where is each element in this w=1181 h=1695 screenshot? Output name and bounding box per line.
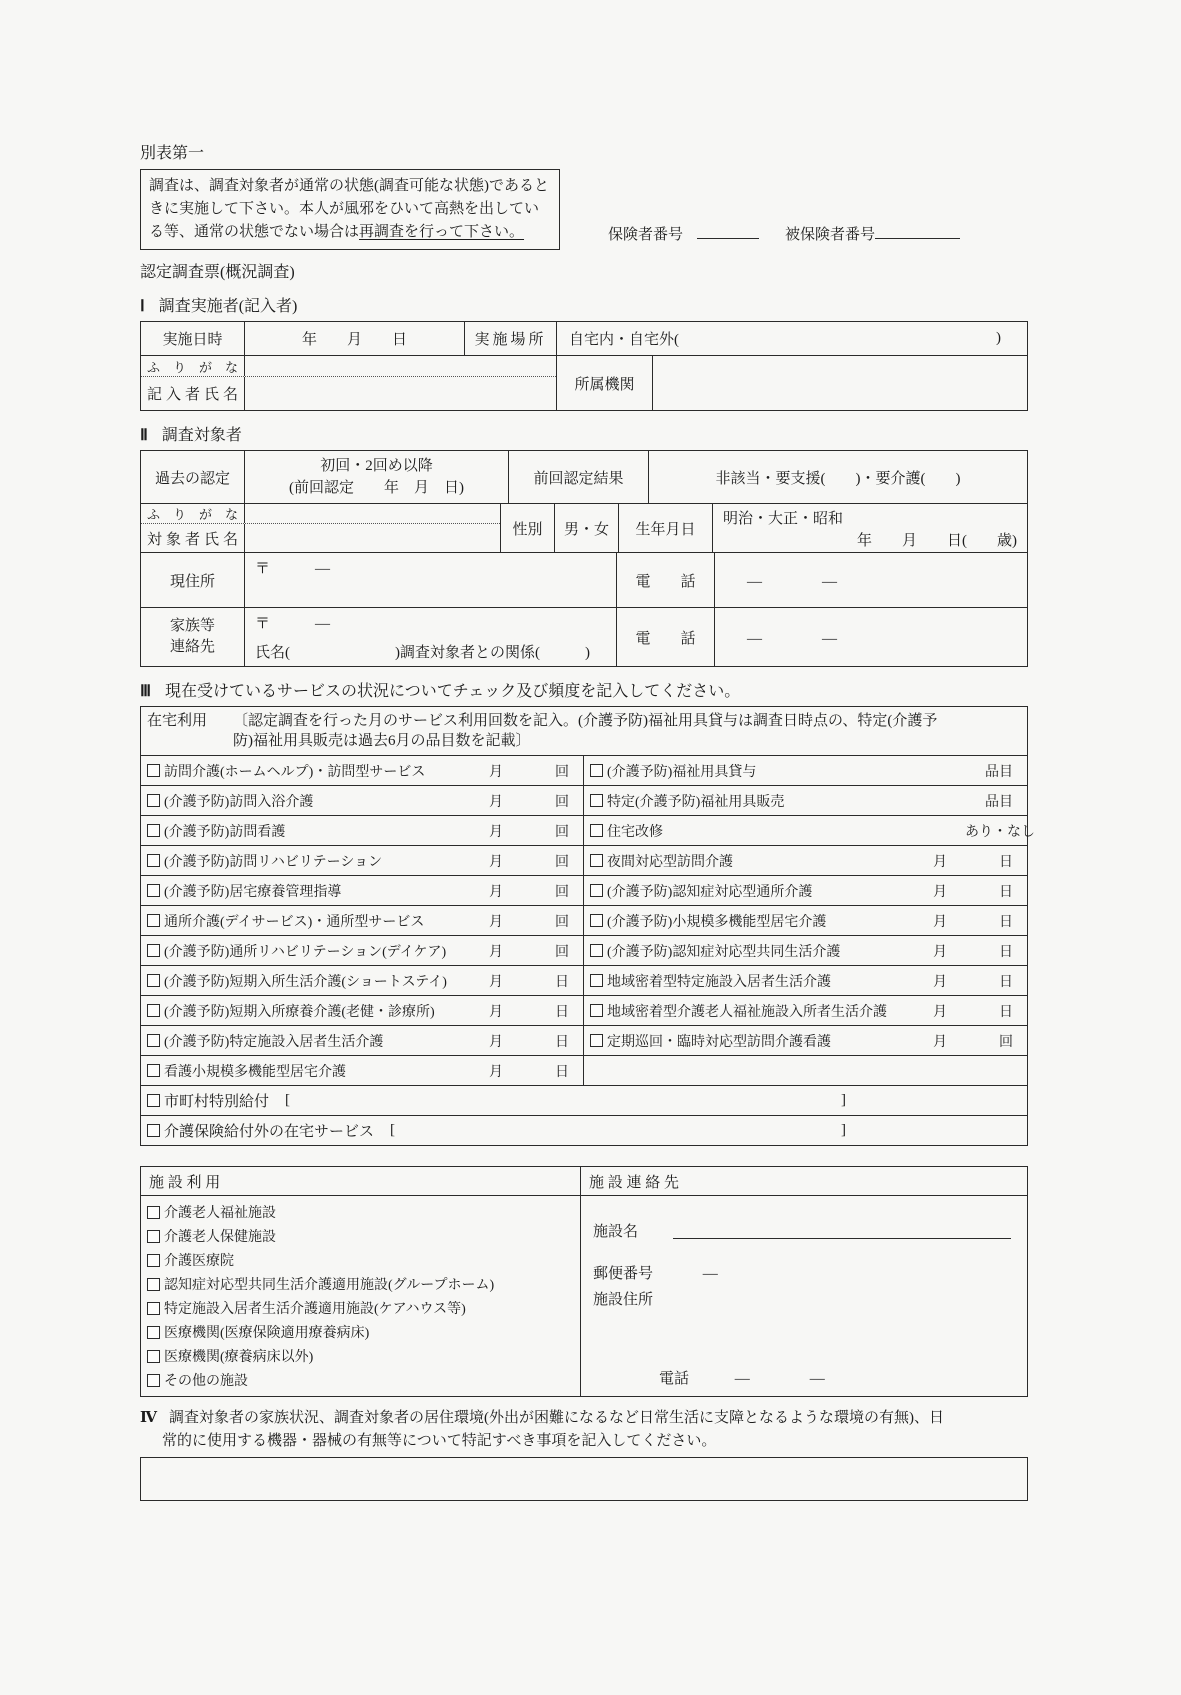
service-row [584, 906, 1027, 936]
service-month-label[interactable]: 月 [489, 794, 503, 810]
birthdate-field[interactable] [713, 504, 1027, 552]
service-unit-label[interactable]: 回 [555, 764, 569, 780]
facility-item [147, 1272, 574, 1296]
service-label: (介護予防)福祉用具貸与 [607, 764, 757, 780]
service-row [141, 936, 583, 966]
service-label: 訪問介護(ホームヘルプ)・訪問型サービス [164, 764, 426, 780]
facility-label: 特定施設入居者生活介護適用施設(ケアハウス等) [164, 1302, 466, 1317]
service-label: (介護予防)通所リハビリテーション(デイケア) [164, 944, 447, 960]
service-unit-label[interactable]: 品目 [985, 794, 1013, 810]
bracket-close: ] [841, 1092, 846, 1108]
family-phone-field[interactable]: — — [747, 630, 838, 647]
service-checkbox[interactable] [147, 1094, 160, 1107]
family-contact-name-line: 氏名( )調査対象者との関係( ) [255, 645, 590, 661]
service-label: 夜間対応型訪問介護 [607, 854, 733, 870]
facility-phone-field[interactable]: — — [734, 1371, 825, 1387]
service-month-label[interactable]: 月 [489, 1004, 503, 1020]
facility-label: その他の施設 [164, 1374, 248, 1389]
service-checkbox[interactable] [147, 764, 160, 777]
service-label: (介護予防)認知症対応型通所介護 [607, 884, 813, 900]
service-unit-label[interactable]: 回 [555, 854, 569, 870]
section-2-title: 調査対象者 [161, 427, 242, 444]
service-unit-label[interactable]: 日 [999, 854, 1013, 870]
facility-phone-label: 電話 [659, 1371, 690, 1387]
home-use-note-line1: 〔認定調査を行った月のサービス利用回数を記入。(介護予防)福祉用具貸与は調査日時点の、特定(介護予 [233, 713, 938, 729]
service-checkbox[interactable] [147, 914, 160, 927]
service-month-label[interactable]: 月 [933, 854, 947, 870]
service-checkbox[interactable] [590, 914, 603, 927]
service-label: 地域密着型介護老人福祉施設入所者生活介護 [607, 1004, 887, 1020]
facility-item [147, 1368, 574, 1392]
home-service-right-column [584, 756, 1035, 1086]
service-label: 通所介護(デイサービス)・通所型サービス [164, 914, 425, 930]
birth-era-options: 明治・大正・昭和 [723, 511, 844, 527]
service-unit-label[interactable]: 日 [555, 1004, 569, 1020]
facility-label: 介護老人保健施設 [164, 1230, 276, 1245]
service-unit-label[interactable]: 回 [555, 824, 569, 840]
section-3-title: 現在受けているサービスの状況についてチェック及び頻度を記入してください。 [165, 683, 741, 700]
service-unit-label[interactable]: 回 [555, 944, 569, 960]
facility-item [147, 1248, 574, 1272]
form-title: 認定調査票(概況調査) [140, 264, 295, 281]
section-1-number: Ⅰ [140, 298, 145, 315]
home-use-label: 在宅利用 [147, 713, 208, 729]
service-unit-label[interactable]: 品目 [985, 764, 1013, 780]
service-row [584, 876, 1027, 906]
service-row [141, 876, 583, 906]
facility-label: 介護医療院 [164, 1254, 234, 1269]
subject-name-field[interactable] [245, 524, 500, 552]
service-checkbox[interactable] [590, 824, 603, 837]
past-certification-field[interactable] [245, 451, 509, 503]
notice-underlined-text: 再調査を行って下さい。 [359, 224, 525, 240]
section-4-title-line2: 常的に使用する機器・器械の有無等について特記すべき事項を記入してください。 [162, 1433, 717, 1449]
facility-checkbox[interactable] [147, 1350, 160, 1363]
service-checkbox[interactable] [590, 884, 603, 897]
bracket-close: ] [841, 1122, 846, 1138]
survey-place-field[interactable] [557, 322, 1027, 355]
service-month-label[interactable]: 月 [489, 824, 503, 840]
section-2-number: Ⅱ [140, 427, 148, 444]
service-month-label[interactable]: 月 [489, 944, 503, 960]
bracket-open: [ [285, 1092, 291, 1108]
home-use-note [233, 711, 937, 751]
home-use-note-line2: 防)福祉用具販売は過去6月の品目数を記載〕 [233, 733, 531, 749]
service-unit-label[interactable]: 日 [999, 974, 1013, 990]
service-row [584, 786, 1027, 816]
organization-field[interactable] [653, 356, 1027, 410]
service-unit-label[interactable]: 日 [999, 914, 1013, 930]
service-row [141, 1056, 583, 1086]
facility-checkbox[interactable] [147, 1206, 160, 1219]
past-certification-line2: (前回認定 年 月 日) [289, 480, 464, 496]
service-checkbox[interactable] [147, 824, 160, 837]
service-row [141, 966, 583, 996]
furigana-field[interactable] [245, 356, 556, 376]
service-month-label[interactable]: 月 [933, 914, 947, 930]
service-label: 特定(介護予防)福祉用具販売 [607, 794, 785, 810]
facility-name-label: 施設名 [593, 1224, 639, 1240]
facility-label: 介護老人福祉施設 [164, 1206, 276, 1221]
service-checkbox[interactable] [147, 1034, 160, 1047]
service-month-label[interactable]: 月 [933, 884, 947, 900]
bracket-open: [ [390, 1122, 396, 1138]
service-unit-label[interactable]: 日 [999, 1004, 1013, 1020]
service-month-label[interactable]: 月 [489, 914, 503, 930]
survey-place-value: 自宅内・自宅外( [569, 332, 679, 348]
home-service-header [141, 707, 1027, 756]
section-4-number: Ⅳ [140, 1410, 158, 1426]
home-service-table [140, 706, 1035, 1146]
service-month-label[interactable]: 月 [489, 974, 503, 990]
facility-checkbox[interactable] [147, 1278, 160, 1291]
facility-checkbox[interactable] [147, 1374, 160, 1387]
insured-number-field[interactable] [875, 224, 960, 239]
subject-name-label: 対象者氏名 [141, 524, 245, 552]
facility-checkbox[interactable] [147, 1302, 160, 1315]
past-certification-line1: 初回・2回め以降 [320, 458, 433, 474]
subject-table [140, 450, 1028, 667]
facility-contact-panel [581, 1196, 1027, 1396]
survey-notice [140, 169, 560, 250]
family-contact-field[interactable] [245, 608, 617, 666]
survey-date-field[interactable]: 年 月 日 [245, 322, 465, 355]
facility-item [147, 1296, 574, 1320]
sex-field[interactable]: 男・女 [555, 504, 619, 552]
service-checkbox[interactable] [590, 794, 603, 807]
service-checkbox[interactable] [590, 1034, 603, 1047]
section-3-heading [140, 678, 1028, 701]
service-label: 看護小規模多機能型居宅介護 [164, 1064, 346, 1080]
facility-postal-field[interactable]: — [702, 1266, 718, 1282]
service-unit-label[interactable]: 回 [999, 1034, 1013, 1050]
current-address-field[interactable] [245, 553, 617, 607]
service-label: (介護予防)訪問入浴介護 [164, 794, 314, 810]
service-label: (介護予防)居宅療養管理指導 [164, 884, 342, 900]
service-row [141, 816, 583, 846]
service-label: 介護保険給付外の在宅サービス [164, 1124, 375, 1140]
service-checkbox[interactable] [147, 794, 160, 807]
service-label: 定期巡回・臨時対応型訪問介護看護 [607, 1034, 831, 1050]
section-4-heading [140, 1407, 1028, 1453]
service-label: (介護予防)特定施設入居者生活介護 [164, 1034, 384, 1050]
service-row [584, 816, 1035, 846]
facility-item [147, 1224, 574, 1248]
service-checkbox[interactable] [147, 854, 160, 867]
facility-address-label: 施設住所 [593, 1292, 654, 1308]
insurer-number-label: 保険者番号 [608, 227, 684, 243]
service-row [584, 966, 1027, 996]
service-unit-label[interactable]: 日 [555, 1034, 569, 1050]
service-label: (介護予防)訪問リハビリテーション [164, 854, 383, 870]
service-month-label[interactable]: 月 [489, 1064, 503, 1080]
special-notes-field[interactable] [140, 1457, 1028, 1501]
section-3-number: Ⅲ [140, 683, 152, 700]
extra-service-row [141, 1086, 1027, 1116]
service-unit-label[interactable]: 日 [555, 974, 569, 990]
service-month-label[interactable]: 月 [489, 1034, 503, 1050]
service-checkbox[interactable] [590, 944, 603, 957]
facility-label: 医療機関(療養病床以外) [164, 1350, 314, 1365]
phone-field[interactable]: — — [747, 573, 838, 590]
writer-name-field[interactable] [245, 377, 556, 410]
empty-service-cell [584, 1056, 1027, 1086]
service-checkbox[interactable] [590, 854, 603, 867]
facility-table [140, 1166, 1028, 1397]
service-checkbox[interactable] [590, 974, 603, 987]
service-checkbox[interactable] [590, 1004, 603, 1017]
service-label: (介護予防)短期入所生活介護(ショートステイ) [164, 974, 447, 990]
extra-service-row [141, 1116, 1027, 1145]
birthdate-label: 生年月日 [619, 504, 713, 552]
current-address-postal: 〒 — [255, 561, 331, 577]
facility-checkbox[interactable] [147, 1230, 160, 1243]
surveyor-table [140, 321, 1028, 411]
previous-result-label: 前回認定結果 [509, 451, 649, 503]
service-unit-label[interactable]: 回 [555, 914, 569, 930]
facility-checkbox[interactable] [147, 1326, 160, 1339]
service-row [141, 786, 583, 816]
service-checkbox[interactable] [147, 974, 160, 987]
current-address-label: 現住所 [141, 553, 245, 607]
service-month-label[interactable]: 月 [933, 944, 947, 960]
service-unit-label[interactable]: 回 [555, 794, 569, 810]
service-checkbox[interactable] [147, 1004, 160, 1017]
survey-date-label: 実施日時 [141, 322, 245, 355]
service-row [141, 996, 583, 1026]
subject-furigana-field[interactable] [245, 504, 500, 523]
family-contact-label [141, 608, 245, 666]
service-month-label[interactable]: 月 [933, 1034, 947, 1050]
section-4-title-line1: 調査対象者の家族状況、調査対象者の居住環境(外出が困難になるなど日常生活に支障となるような環境の有無)、日 [169, 1410, 945, 1426]
home-service-left-column [141, 756, 584, 1086]
service-checkbox[interactable] [147, 944, 160, 957]
facility-item [147, 1320, 574, 1344]
service-label: 市町村特別給付 [164, 1094, 270, 1110]
service-month-label[interactable]: 月 [489, 884, 503, 900]
past-certification-label: 過去の認定 [141, 451, 245, 503]
service-label: (介護予防)認知症対応型共同生活介護 [607, 944, 841, 960]
service-row [584, 756, 1027, 786]
service-month-label[interactable]: 月 [933, 1004, 947, 1020]
family-phone-label: 電 話 [617, 608, 715, 666]
service-label: 住宅改修 [607, 824, 663, 840]
service-checkbox[interactable] [590, 764, 603, 777]
insurer-number-field[interactable] [697, 224, 759, 239]
service-row [141, 1026, 583, 1056]
extra-service-rows [141, 1086, 1027, 1145]
family-contact-label-line2: 連絡先 [169, 639, 215, 655]
service-checkbox[interactable] [147, 1064, 160, 1077]
facility-item [147, 1200, 574, 1224]
section-1-title: 調査実施者(記入者) [158, 298, 298, 315]
service-label: (介護予防)小規模多機能型居宅介護 [607, 914, 827, 930]
insurance-number-line [608, 223, 960, 244]
service-month-label[interactable]: 月 [489, 854, 503, 870]
facility-label: 認知症対応型共同生活介護適用施設(グループホーム) [164, 1278, 495, 1293]
service-label: 地域密着型特定施設入居者生活介護 [607, 974, 831, 990]
survey-place-label: 実施場所 [465, 322, 557, 355]
service-row [141, 756, 583, 786]
subject-furigana-label: ふりがな [141, 504, 245, 523]
facility-name-field[interactable] [673, 1238, 1011, 1239]
insured-number-label: 被保険者番号 [785, 227, 876, 243]
service-unit-label[interactable]: 日 [999, 884, 1013, 900]
birth-date-line: 年 月 日( 歳) [857, 533, 1017, 549]
service-checkbox[interactable] [147, 1124, 160, 1137]
service-month-label[interactable]: 月 [489, 764, 503, 780]
facility-list [141, 1196, 581, 1396]
writer-name-label: 記入者氏名 [141, 377, 245, 410]
service-month-label[interactable]: 月 [933, 974, 947, 990]
service-unit-label[interactable]: 日 [555, 1064, 569, 1080]
service-checkbox[interactable] [147, 884, 160, 897]
facility-postal-label: 郵便番号 [593, 1266, 654, 1282]
facility-contact-label: 施 設 連 絡 先 [589, 1174, 680, 1191]
service-row [584, 996, 1027, 1026]
facility-postal-row [593, 1262, 718, 1283]
survey-place-paren: ) [996, 330, 1001, 346]
section-2-heading [140, 422, 1028, 445]
service-unit-label[interactable]: あり・なし [965, 824, 1035, 840]
family-contact-label-line1: 家族等 [169, 618, 215, 634]
furigana-label: ふりがな [141, 356, 245, 376]
facility-use-label: 施 設 利 用 [141, 1167, 581, 1195]
previous-result-field[interactable]: 非該当・要支援( )・要介護( ) [715, 470, 961, 487]
phone-label: 電 話 [617, 553, 715, 607]
family-contact-postal: 〒 — [255, 616, 331, 632]
service-row [141, 846, 583, 876]
notice-text: 調査は、調査対象者が通常の状態(調査可能な状態)であるときに実施して下さい。本人が風邪をひいて高熱を出している等、通常の状態でない場合は [149, 178, 549, 240]
service-row [141, 906, 583, 936]
sex-label: 性別 [501, 504, 555, 552]
section-1-heading [140, 293, 1028, 316]
service-row [584, 1026, 1027, 1056]
service-label: (介護予防)訪問看護 [164, 824, 286, 840]
service-row [584, 936, 1027, 966]
facility-item [147, 1344, 574, 1368]
facility-phone-row [659, 1367, 825, 1388]
facility-label: 医療機関(医療保険適用療養病床) [164, 1326, 370, 1341]
facility-checkbox[interactable] [147, 1254, 160, 1267]
service-unit-label[interactable]: 日 [999, 944, 1013, 960]
service-row [584, 846, 1027, 876]
organization-label: 所属機関 [557, 356, 653, 410]
service-label: (介護予防)短期入所療養介護(老健・診療所) [164, 1004, 435, 1020]
service-unit-label[interactable]: 回 [555, 884, 569, 900]
doc-label: 別表第一 [140, 145, 205, 162]
